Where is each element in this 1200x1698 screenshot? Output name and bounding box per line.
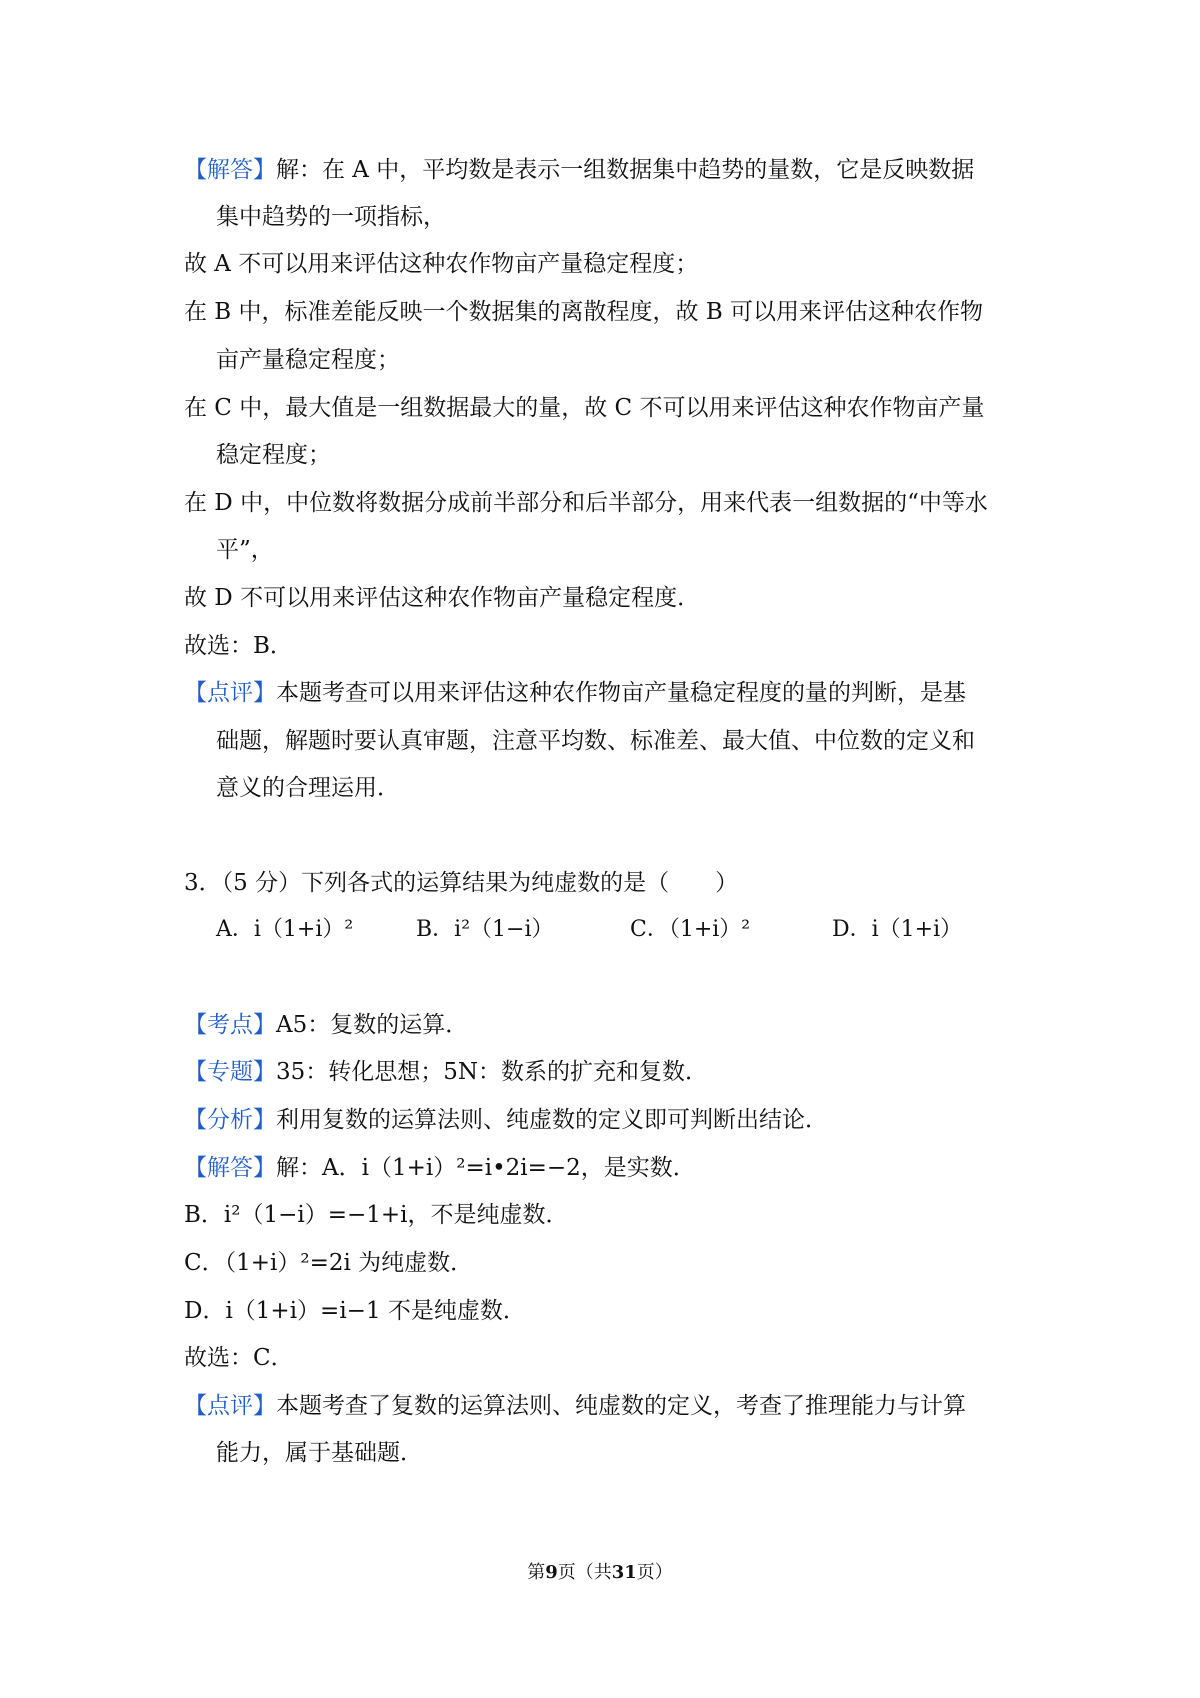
option-a: A．i（1+i）² [216,917,354,942]
footer-middle: 页（共 [557,1562,612,1583]
solution-line-5: 亩产量稳定程度； [216,347,400,373]
solution-line-1 [184,155,974,185]
comment-tag: 【点评】 [184,680,276,706]
jieda-line-c: C．（1+i）²=2i 为纯虚数． [184,1250,474,1276]
comment-line-1 [184,678,966,708]
jieda-line-b: B．i²（1−i）=−1+i，不是纯虚数． [184,1202,569,1228]
dianping-text: 本题考查了复数的运算法则、纯虚数的定义，考查了推理能力与计算 [276,1393,966,1419]
solution-line-4: 在 B 中，标准差能反映一个数据集的离散程度，故 B 可以用来评估这种农作物 [184,299,984,325]
comment-line-3: 意义的合理运用． [216,775,400,801]
fenxi-tag: 【分析】 [184,1107,276,1133]
comment-text: 本题考查可以用来评估这种农作物亩产量稳定程度的量的判断，是基 [276,680,966,706]
solution-answer: 故选：B． [184,633,293,659]
question-3-stem: 3．（5 分）下列各式的运算结果为纯虚数的是（ ） [184,870,739,896]
kaodian-text: A5：复数的运算． [276,1012,469,1038]
kaodian-tag: 【考点】 [184,1012,276,1038]
fenxi-text: 利用复数的运算法则、纯虚数的定义即可判断出结论． [276,1107,828,1133]
solution-line-8: 在 D 中，中位数将数据分成前半部分和后半部分，用来代表一组数据的“中等水 [184,490,988,516]
option-d: D．i（1+i） [832,917,963,942]
solution-line-3: 故 A 不可以用来评估这种农作物亩产量稳定程度； [184,251,699,277]
solution-line-6: 在 C 中，最大值是一组数据最大的量，故 C 不可以用来评估这种农作物亩产量 [184,395,985,421]
page-footer [0,1560,1200,1586]
jieda-line-d: D．i（1+i）=i−1 不是纯虚数． [184,1298,526,1324]
zhuanti-line [184,1057,708,1087]
jieda-text: 解：A．i（1+i）²=i•2i=−2，是实数． [276,1155,696,1181]
footer-total-pages: 31 [611,1562,637,1583]
dianping-line-2: 能力，属于基础题． [216,1440,423,1466]
solution-line-10: 故 D 不可以用来评估这种农作物亩产量稳定程度． [184,585,701,611]
solution-text: 解：在 A 中，平均数是表示一组数据集中趋势的量数，它是反映数据 [276,157,975,183]
zhuanti-tag: 【专题】 [184,1059,276,1085]
jieda-line [184,1153,696,1183]
dianping-line-1 [184,1391,966,1421]
zhuanti-text: 35：转化思想；5N：数系的扩充和复数． [276,1059,709,1085]
solution-line-9: 平”， [216,537,274,563]
solution-line-2: 集中趋势的一项指标， [216,204,446,230]
footer-page-number: 9 [545,1562,558,1583]
kaodian-line [184,1010,468,1040]
comment-line-2: 础题，解题时要认真审题，注意平均数、标准差、最大值、中位数的定义和 [216,728,975,754]
option-b: B．i²（1−i） [416,917,554,942]
option-c: C．（1+i）² [630,917,751,942]
jieda-answer: 故选：C． [184,1345,294,1371]
solution-tag: 【解答】 [184,157,276,183]
footer-suffix: 页） [636,1562,673,1583]
fenxi-line [184,1105,828,1135]
dianping-tag: 【点评】 [184,1393,276,1419]
footer-prefix: 第 [527,1562,546,1583]
jieda-tag: 【解答】 [184,1155,276,1181]
solution-line-7: 稳定程度； [216,442,331,468]
